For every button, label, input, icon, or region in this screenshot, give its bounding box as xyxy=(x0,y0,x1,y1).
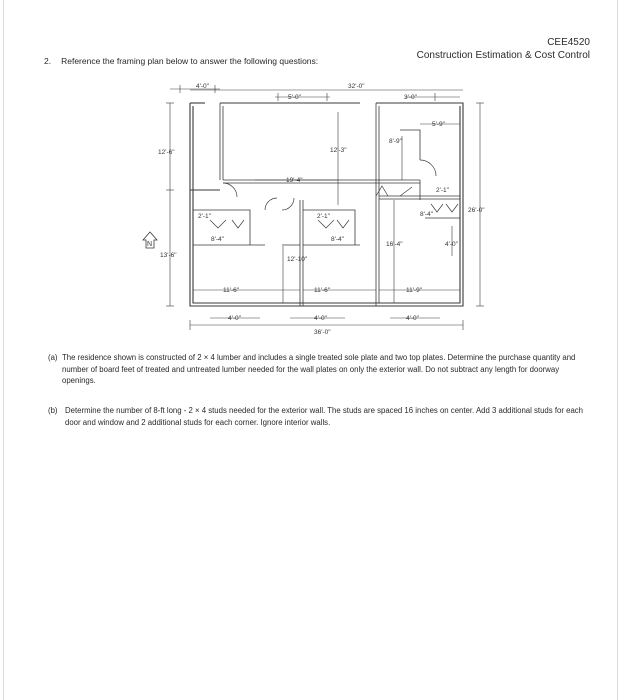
dim-left-lower: 13'-6" xyxy=(160,252,177,259)
question-2 xyxy=(44,56,318,66)
course-title: Construction Estimation & Cost Control xyxy=(416,50,590,61)
course-code: CEE4520 xyxy=(547,37,590,48)
dim-mid-164: 16'-4" xyxy=(386,241,403,248)
right-border-line xyxy=(617,0,618,700)
part-a-text: The residence shown is constructed of 2 × 4 lumber and includes a single treated sole plate and two top plates. Determine the purchase quantity and number of board feet of treated and untreated lumber needed for the wall plates on only the exterior wall. Do not subtract any length for doorway openings. xyxy=(62,353,576,385)
dim-closet-84-left: 8'-4" xyxy=(211,236,224,243)
dim-mid-123: 12'-3" xyxy=(330,147,347,154)
dim-bot-40-right: 4'-0" xyxy=(406,315,419,322)
north-arrow xyxy=(143,232,157,248)
left-border-line xyxy=(3,0,4,700)
dim-closet-21-left: 2'-1" xyxy=(198,213,211,220)
dim-top-5: 5'-0" xyxy=(288,94,301,101)
part-a-label: (a) xyxy=(48,353,58,362)
dim-top-overall: 32'-0" xyxy=(348,83,365,90)
dim-closet-84-right: 8'-4" xyxy=(420,211,433,218)
question-prompt: Reference the framing plan below to answer the following questions: xyxy=(61,56,319,66)
part-b-text: Determine the number of 8-ft long - 2 × 4 studs needed for the exterior wall. The studs are spaced 16 inches on center. Add 3 additional studs for each door and window and 2 additional studs for each corner. Ignore interior walls. xyxy=(65,406,584,427)
dim-bot-116-mid: 11'-6" xyxy=(314,287,331,294)
north-label: N xyxy=(147,241,153,248)
exterior-walls xyxy=(190,103,463,306)
question-number: 2. xyxy=(44,56,52,66)
dim-bot-40-mid: 4'-0" xyxy=(314,315,327,322)
part-b xyxy=(48,405,588,428)
dim-closet-21-mid: 2'-1" xyxy=(317,213,330,220)
framing-plan xyxy=(130,78,500,348)
part-a xyxy=(48,352,588,387)
dim-right-260: 26'-0" xyxy=(468,207,485,214)
dim-top-left: 4'-0" xyxy=(196,83,209,90)
course-header xyxy=(417,36,590,62)
part-b-label: (b) xyxy=(48,406,58,415)
dim-mid-194: 19'-4" xyxy=(286,177,303,184)
dim-bot-overall: 36'-0" xyxy=(314,329,331,336)
framing-plan-drawing xyxy=(130,78,500,348)
dim-right-40: 4'-0" xyxy=(445,241,458,248)
dim-top-right: 3'-0" xyxy=(404,94,417,101)
dim-closet-21-right: 2'-1" xyxy=(436,187,449,194)
dim-mid-89: 8'-9" xyxy=(389,138,402,145)
dim-closet-84-mid: 8'-4" xyxy=(331,236,344,243)
interior-walls xyxy=(193,103,460,306)
dim-right-59: 5'-9" xyxy=(432,121,445,128)
dim-bot-119: 11'-9" xyxy=(406,287,423,294)
dim-mid-1210: 12'-10" xyxy=(287,256,308,263)
dim-left-upper: 12'-6" xyxy=(158,149,175,156)
dim-bot-40-left: 4'-0" xyxy=(228,315,241,322)
dim-bot-116-left: 11'-6" xyxy=(223,287,240,294)
